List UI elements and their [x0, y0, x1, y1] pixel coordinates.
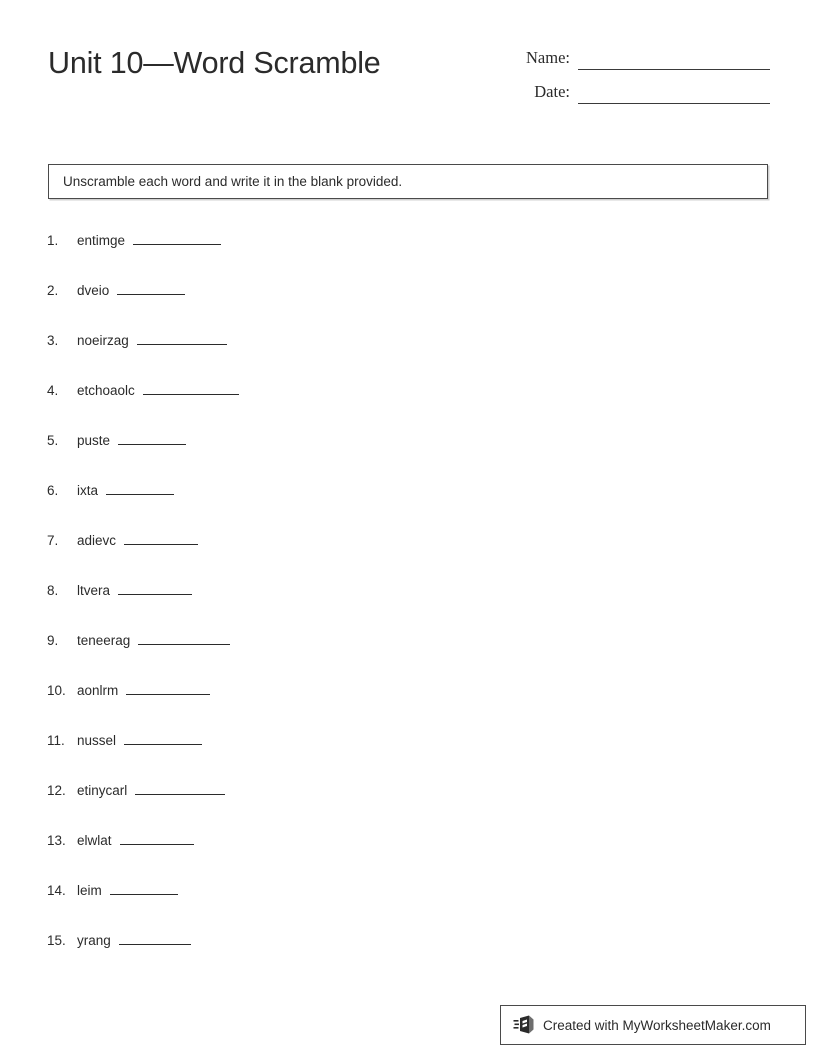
item-number: 5. [47, 433, 59, 448]
answer-blank[interactable] [138, 631, 230, 645]
answer-blank[interactable] [106, 481, 174, 495]
scrambled-word: noeirzag [77, 333, 129, 348]
word-item [47, 431, 467, 481]
scrambled-word: teneerag [77, 633, 131, 648]
scrambled-word: dveio [77, 283, 110, 298]
word-item [47, 281, 467, 331]
date-input-line[interactable] [578, 82, 770, 104]
answer-blank[interactable] [117, 281, 185, 295]
item-number: 3. [47, 333, 59, 348]
scrambled-word: yrang [77, 933, 111, 948]
footer-badge[interactable] [500, 1005, 806, 1045]
item-number: 7. [47, 533, 59, 548]
date-label: Date: [534, 82, 570, 101]
word-item [47, 631, 467, 681]
answer-blank[interactable] [124, 531, 198, 545]
item-number: 6. [47, 483, 59, 498]
answer-blank[interactable] [110, 881, 178, 895]
item-number: 10. [47, 683, 66, 698]
item-number: 12. [47, 783, 66, 798]
answer-blank[interactable] [143, 381, 239, 395]
word-item [47, 731, 467, 781]
item-number: 1. [47, 233, 59, 248]
scrambled-word: etinycarl [77, 783, 128, 798]
word-scramble-list [47, 231, 467, 981]
scrambled-word: puste [77, 433, 111, 448]
word-item [47, 331, 467, 381]
scrambled-word: elwlat [77, 833, 112, 848]
answer-blank[interactable] [137, 331, 227, 345]
date-row [505, 82, 770, 116]
page-title: Unit 10—Word Scramble [48, 46, 381, 80]
speeding-page-icon [513, 1014, 535, 1036]
word-item [47, 481, 467, 531]
scrambled-word: aonlrm [77, 683, 119, 698]
scrambled-word: nussel [77, 733, 117, 748]
instructions-text: Unscramble each word and write it in the blank provided. [63, 173, 403, 189]
answer-blank[interactable] [126, 681, 210, 695]
word-item [47, 381, 467, 431]
footer-badge-text: Created with MyWorksheetMaker.com [543, 1017, 771, 1033]
student-info-block [505, 48, 770, 116]
word-item [47, 531, 467, 581]
word-item [47, 781, 467, 831]
answer-blank[interactable] [133, 231, 221, 245]
item-number: 4. [47, 383, 59, 398]
item-number: 14. [47, 883, 66, 898]
scrambled-word: etchoaolc [77, 383, 135, 398]
item-number: 9. [47, 633, 59, 648]
word-item [47, 931, 467, 981]
answer-blank[interactable] [118, 431, 186, 445]
worksheet-header [0, 0, 816, 130]
scrambled-word: leim [77, 883, 102, 898]
name-label: Name: [526, 48, 570, 67]
word-item [47, 231, 467, 281]
answer-blank[interactable] [120, 831, 194, 845]
scrambled-word: ixta [77, 483, 99, 498]
word-item [47, 581, 467, 631]
item-number: 15. [47, 933, 66, 948]
item-number: 11. [47, 733, 65, 748]
answer-blank[interactable] [135, 781, 225, 795]
answer-blank[interactable] [118, 581, 192, 595]
answer-blank[interactable] [119, 931, 191, 945]
scrambled-word: ltvera [77, 583, 111, 598]
item-number: 2. [47, 283, 59, 298]
instructions-box [48, 164, 768, 199]
answer-blank[interactable] [124, 731, 202, 745]
word-item [47, 831, 467, 881]
scrambled-word: entimge [77, 233, 126, 248]
word-item [47, 681, 467, 731]
name-input-line[interactable] [578, 48, 770, 70]
word-item [47, 881, 467, 931]
scrambled-word: adievc [77, 533, 117, 548]
item-number: 13. [47, 833, 66, 848]
item-number: 8. [47, 583, 59, 598]
name-row [505, 48, 770, 82]
